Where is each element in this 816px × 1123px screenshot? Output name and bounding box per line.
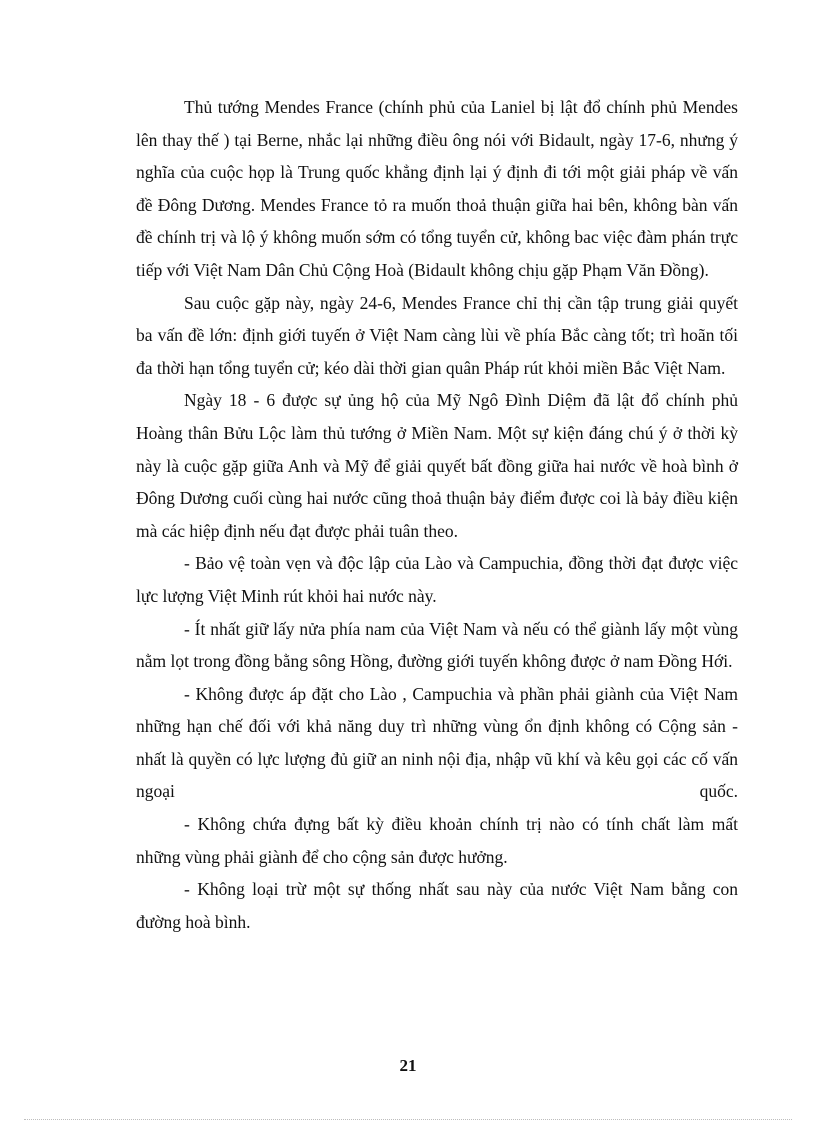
list-item-no-political-clause: - Không chứa đựng bất kỳ điều khoản chính trị nào có tính chất làm mất những vùng phải giành để cho cộng sản được hưởng. bbox=[136, 814, 738, 867]
list-item-no-restrictions: - Không được áp đặt cho Lào , Campuchia và phần phải giành của Việt Nam những hạn chế đối với khả năng duy trì những vùng ổn định không có Cộng sản - nhất là quyền có lực lượng đủ giữ an ninh nội địa, nhập vũ khí và kêu gọi các cố vấn ngoại quốc. bbox=[136, 683, 738, 802]
list-item-southern-half: - Ít nhất giữ lấy nửa phía nam của Việt Nam và nếu có thể giành lấy một vùng nằm lọt trong đồng bằng sông Hồng, đường giới tuyến không được ở nam Đồng Hới. bbox=[136, 618, 738, 672]
page-number: 21 bbox=[399, 1056, 417, 1075]
list-item-peaceful-unification: - Không loại trừ một sự thống nhất sau này của nước Việt Nam bằng con đường hoà bình. bbox=[136, 879, 738, 932]
paragraph-three-issues: Sau cuộc gặp này, ngày 24-6, Mendes France chỉ thị cần tập trung giải quyết ba vấn đề lớn: định giới tuyến ở Việt Nam càng lùi về phía Bắc càng tốt; trì hoãn tối đa thời hạn tổng tuyển cử; kéo dài thời gian quân Pháp rút khỏi miền Bắc Việt Nam. bbox=[136, 292, 738, 378]
body-text bbox=[136, 91, 738, 938]
paragraph-mendes-berne: Thủ tướng Mendes France (chính phủ của Laniel bị lật đổ chính phủ Mendes lên thay thế ) tại Berne, nhắc lại những điều ông nói với Bidault, ngày 17-6, nhưng ý nghĩa của cuộc họp là Trung quốc khẳng định lại ý định đi tới một giải pháp về vấn đề Đông Dương. Mendes France tỏ ra muốn thoả thuận giữa hai bên, không bàn vấn đề chính trị và lộ ý không muốn sớm có tổng tuyển cử, không bac việc đàm phán trực tiếp với Việt Nam Dân Chủ Cộng Hoà (Bidault không chịu gặp Phạm Văn Đồng). bbox=[136, 97, 738, 280]
paragraph-ngo-dinh-diem: Ngày 18 - 6 được sự ủng hộ của Mỹ Ngô Đình Diệm đã lật đổ chính phủ Hoàng thân Bửu Lộc làm thủ tướng ở Miền Nam. Một sự kiện đáng chú ý ở thời kỳ này là cuộc gặp giữa Anh và Mỹ để giải quyết bất đồng giữa hai nước về hoà bình ở Đông Dương cuối cùng hai nước cũng thoả thuận bảy điểm được coi là bảy điều kiện mà các hiệp định nếu đạt được phải tuân theo. bbox=[136, 390, 738, 541]
footer-divider bbox=[24, 1119, 792, 1120]
list-item-laos-cambodia: - Bảo vệ toàn vẹn và độc lập của Lào và Campuchia, đồng thời đạt được việc lực lượng Việt Minh rút khỏi hai nước này. bbox=[136, 553, 738, 606]
